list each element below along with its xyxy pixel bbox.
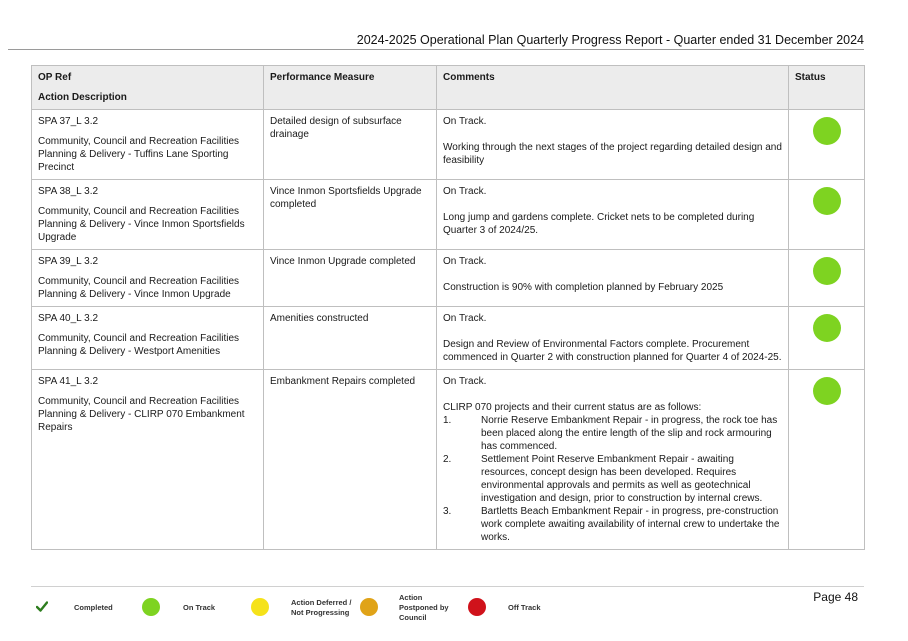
list-item-text: Bartletts Beach Embankment Repair - in progress, pre-construction work complete awaiting availability of internal crew to undertake the works. <box>481 506 780 543</box>
status-on-track-icon <box>813 257 841 285</box>
table-row <box>32 110 865 180</box>
action-description: Community, Council and Recreation Facilities Planning & Delivery - Westport Amenities <box>38 333 240 357</box>
op-ref: SPA 41_L 3.2 <box>38 376 99 387</box>
status-cell <box>789 180 865 250</box>
comment-text: Long jump and gardens complete. Cricket nets to be completed during Quarter 3 of 2024/25. <box>443 212 755 236</box>
op-ref: SPA 38_L 3.2 <box>38 186 99 197</box>
status-on-track-icon <box>813 187 841 215</box>
action-description-header: Action Description <box>38 92 127 103</box>
performance-measure: Vince Inmon Sportsfields Upgrade completed <box>264 180 437 250</box>
table-row <box>32 370 865 550</box>
legend-completed-label: Completed <box>74 603 113 612</box>
op-ref: SPA 37_L 3.2 <box>38 116 99 127</box>
comments-cell <box>437 370 789 550</box>
performance-measure: Detailed design of subsurface drainage <box>264 110 437 180</box>
list-item-text: Norrie Reserve Embankment Repair - in progress, the rock toe has been placed along the entire length of the slip and rock armouring has commenced. <box>481 415 778 452</box>
action-description: Community, Council and Recreation Facilities Planning & Delivery - CLIRP 070 Embankment Repairs <box>38 396 245 433</box>
comment-text: Construction is 90% with completion planned by February 2025 <box>443 282 724 293</box>
comment-status: On Track. <box>443 376 487 387</box>
header-divider <box>8 49 864 50</box>
legend-off-track-label: Off Track <box>508 603 541 612</box>
op-ref: SPA 40_L 3.2 <box>38 313 99 324</box>
table-row <box>32 180 865 250</box>
status-on-track-icon <box>813 377 841 405</box>
list-item-number: 2. <box>443 454 452 465</box>
list-item-number: 3. <box>443 506 452 517</box>
action-cell <box>32 307 264 370</box>
action-cell <box>32 110 264 180</box>
col-header-status: Status <box>789 66 865 110</box>
footer-divider <box>31 586 864 587</box>
list-item-number: 1. <box>443 415 452 426</box>
list-item <box>443 505 782 544</box>
col-header-op-ref <box>32 66 264 110</box>
checkmark-icon <box>36 601 48 612</box>
table-row <box>32 250 865 307</box>
comment-text: Design and Review of Environmental Factors complete. Procurement commenced in Quarter 2 with construction planned for Quarter 4 of 2024-25. <box>443 339 782 363</box>
status-cell <box>789 307 865 370</box>
comment-status: On Track. <box>443 186 487 197</box>
comment-text: Working through the next stages of the project regarding detailed design and feasibility <box>443 142 782 166</box>
performance-measure: Embankment Repairs completed <box>264 370 437 550</box>
table-row <box>32 307 865 370</box>
comment-text: CLIRP 070 projects and their current status are as follows: <box>443 402 702 413</box>
action-cell <box>32 250 264 307</box>
comments-cell <box>437 110 789 180</box>
comment-status: On Track. <box>443 116 487 127</box>
list-item <box>443 414 782 453</box>
action-description: Community, Council and Recreation Facilities Planning & Delivery - Vince Inmon Upgrade <box>38 276 240 300</box>
op-ref: SPA 39_L 3.2 <box>38 256 99 267</box>
page-number: Page 48 <box>813 590 858 604</box>
legend-on-track-icon <box>142 598 160 616</box>
list-item <box>443 453 782 505</box>
legend-on-track-label: On Track <box>183 603 216 612</box>
list-item-text: Settlement Point Reserve Embankment Repair - awaiting resources, concept design has been developed. Requires environmental approvals and permits as well as geotechnical investigation and design, prior to construction by internal crews. <box>481 454 763 504</box>
legend-postponed-icon <box>360 598 378 616</box>
legend-deferred-icon <box>251 598 269 616</box>
status-cell <box>789 250 865 307</box>
performance-measure: Vince Inmon Upgrade completed <box>264 250 437 307</box>
report-title: 2024-2025 Operational Plan Quarterly Progress Report - Quarter ended 31 December 2024 <box>356 33 864 47</box>
comment-list <box>443 414 782 544</box>
comment-status: On Track. <box>443 256 487 267</box>
status-cell <box>789 370 865 550</box>
comments-cell <box>437 180 789 250</box>
comment-status: On Track. <box>443 313 487 324</box>
action-cell <box>32 180 264 250</box>
action-description: Community, Council and Recreation Facilities Planning & Delivery - Tuffins Lane Sporting Precinct <box>38 136 240 173</box>
op-ref-header: OP Ref <box>38 72 72 83</box>
progress-table <box>31 65 865 550</box>
comments-cell <box>437 307 789 370</box>
comments-cell <box>437 250 789 307</box>
status-cell <box>789 110 865 180</box>
status-legend <box>34 595 594 629</box>
table-header-row <box>32 66 865 110</box>
status-on-track-icon <box>813 314 841 342</box>
legend-off-track-icon <box>468 598 486 616</box>
action-cell <box>32 370 264 550</box>
action-description: Community, Council and Recreation Facilities Planning & Delivery - Vince Inmon Sportsfields Upgrade <box>38 206 245 243</box>
legend-postponed-label: Action Postponed by Council <box>399 593 449 622</box>
performance-measure: Amenities constructed <box>264 307 437 370</box>
status-on-track-icon <box>813 117 841 145</box>
legend-deferred-label: Action Deferred / Not Progressing <box>291 598 352 617</box>
col-header-comments: Comments <box>437 66 789 110</box>
col-header-performance-measure: Performance Measure <box>264 66 437 110</box>
